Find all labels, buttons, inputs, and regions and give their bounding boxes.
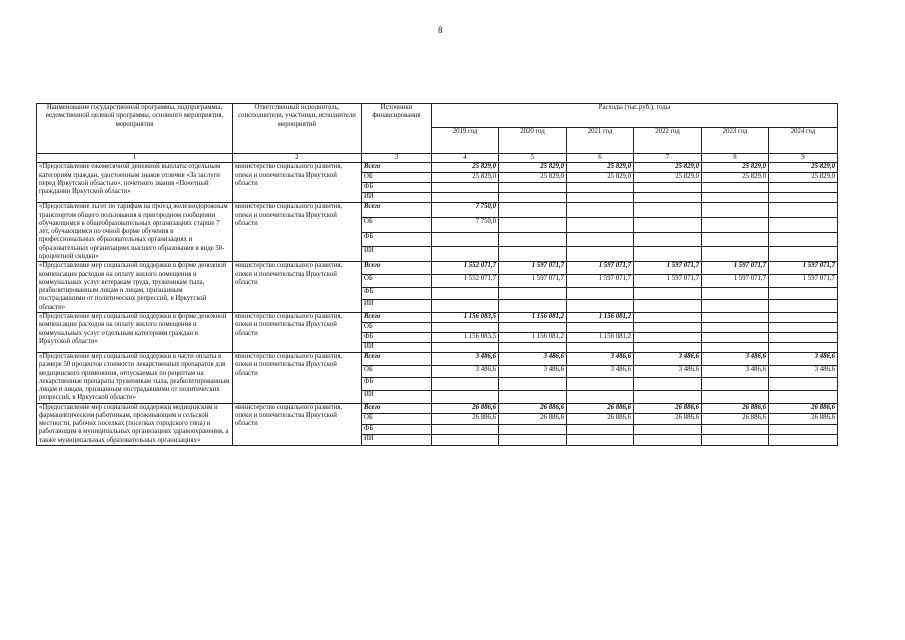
expenditure-value: [634, 332, 702, 342]
expenditure-value: [567, 322, 634, 332]
funding-source-label: Всего: [362, 163, 432, 173]
expenditure-value: [769, 287, 838, 300]
program-description: «Предоставление льгот по тарифам на проезд железнодорожным транспортом общего пользования в пригородном сообщении обучающимся в общеобразовательных организациях старше 7 лет, обучающимся по очной форме обучения в профессиональных образовательных организациях и образовательных организациях высшего образования в виде 50-процентной скидки»: [37, 203, 233, 262]
header-year: 2019 год: [432, 128, 499, 154]
funding-source-label: ИИ: [362, 435, 432, 446]
expenditure-value: 3 486,6: [634, 365, 702, 378]
responsible-executor: министерство социального развития, опеки и попечительства Иркутской области: [233, 312, 362, 352]
expenditure-value: [702, 300, 769, 313]
expenditure-value: [769, 183, 838, 193]
expenditure-value: [567, 203, 634, 218]
expenditure-value: [567, 193, 634, 203]
header-program-name: Наименование государственной программы, подпрограммы, ведомственной целевой программы, основного мероприятия, мероприятия: [37, 104, 233, 154]
table-row: [37, 203, 838, 218]
expenditure-value: 1 156 081,2: [499, 312, 567, 322]
funding-source-label: Всего: [362, 203, 432, 218]
expenditure-value: [702, 247, 769, 262]
program-description: «Предоставление мер социальной поддержки медицинским и фармацевтическим работникам, проживающим в сельской местности, рабочих поселках (поселках городского типа) и работающим в муниципальных организациях здравоохранения, а также муниципальных образовательных организациях»: [37, 403, 233, 445]
funding-source-label: ФБ: [362, 424, 432, 435]
expenditure-value: [567, 390, 634, 403]
expenditure-value: 1 597 071,7: [499, 274, 567, 287]
expenditure-value: [499, 322, 567, 332]
expenditure-value: [499, 183, 567, 193]
expenditure-value: [702, 332, 769, 342]
funding-source-label: ОБ: [362, 218, 432, 233]
expenditure-value: [567, 300, 634, 313]
funding-source-label: ОБ: [362, 173, 432, 183]
expenditure-value: [634, 322, 702, 332]
expenditure-value: 1 156 081,2: [567, 312, 634, 322]
funding-source-label: Всего: [362, 312, 432, 322]
funding-source-label: ФБ: [362, 183, 432, 193]
expenditure-value: 1 156 081,2: [567, 332, 634, 342]
expenditure-value: [499, 390, 567, 403]
expenditure-value: [567, 342, 634, 352]
expenditure-value: [499, 247, 567, 262]
header-responsible: Ответственный исполнитель, соисполнители, участники, исполнители мероприятий: [233, 104, 362, 154]
expenditure-value: [432, 342, 499, 352]
funding-source-label: ОБ: [362, 414, 432, 425]
expenditure-value: [769, 300, 838, 313]
funding-source-label: ФБ: [362, 232, 432, 247]
program-description: «Предоставление мер социальной поддержки в форме денежной компенсации расходов на оплату жилого помещения и коммунальных услуг ветеранам труда, труженикам тыла, реабилитированным лицам и лицам, признанным пострадавшими от политических репрессий, в Иркутской области»: [37, 262, 233, 313]
expenditure-value: [769, 322, 838, 332]
expenditure-value: [634, 218, 702, 233]
expenditure-value: [702, 232, 769, 247]
expenditure-value: [769, 247, 838, 262]
funding-source-label: ИИ: [362, 300, 432, 313]
expenditure-value: 3 486,6: [702, 352, 769, 365]
expenditure-value: [567, 287, 634, 300]
expenditure-value: 1 156 083,5: [432, 312, 499, 322]
responsible-executor: министерство социального развития, опеки и попечительства Иркутской области: [233, 163, 362, 203]
expenditure-value: 26 886,6: [702, 403, 769, 414]
column-number: 4: [432, 154, 499, 163]
header-year: 2022 год: [634, 128, 702, 154]
expenditure-value: 26 886,6: [432, 403, 499, 414]
column-number: 8: [702, 154, 769, 163]
funding-source-label: ФБ: [362, 332, 432, 342]
expenditure-value: [432, 378, 499, 391]
expenditure-value: 25 829,0: [567, 163, 634, 173]
expenditure-value: [634, 193, 702, 203]
expenditure-value: 25 829,0: [432, 173, 499, 183]
expenditure-value: [702, 435, 769, 446]
responsible-executor: министерство социального развития, опеки и попечительства Иркутской области: [233, 352, 362, 403]
expenditure-table: [36, 103, 838, 446]
expenditure-value: [702, 287, 769, 300]
column-number: 6: [567, 154, 634, 163]
column-number: 1: [37, 154, 233, 163]
expenditure-value: [499, 424, 567, 435]
column-number: 2: [233, 154, 362, 163]
expenditure-value: [499, 287, 567, 300]
expenditure-value: [702, 203, 769, 218]
expenditure-value: [634, 435, 702, 446]
expenditure-value: 25 829,0: [702, 163, 769, 173]
expenditure-value: 1 597 071,7: [634, 262, 702, 275]
header-year: 2021 год: [567, 128, 634, 154]
expenditure-value: [769, 342, 838, 352]
expenditure-value: 25 829,0: [499, 163, 567, 173]
expenditure-value: 3 486,6: [432, 352, 499, 365]
expenditure-value: [634, 378, 702, 391]
funding-source-label: ОБ: [362, 322, 432, 332]
expenditure-value: 25 829,0: [567, 173, 634, 183]
expenditure-value: 26 886,6: [432, 414, 499, 425]
expenditure-value: 25 829,0: [634, 163, 702, 173]
column-number: 7: [634, 154, 702, 163]
header-year: 2020 год: [499, 128, 567, 154]
expenditure-value: 1 552 071,7: [432, 274, 499, 287]
expenditure-value: [432, 390, 499, 403]
expenditure-value: [634, 203, 702, 218]
table-row: [37, 352, 838, 365]
expenditure-value: [567, 232, 634, 247]
expenditure-value: [432, 287, 499, 300]
expenditure-value: [769, 218, 838, 233]
expenditure-value: [432, 300, 499, 313]
expenditure-value: [634, 390, 702, 403]
expenditure-value: 1 156 081,2: [499, 332, 567, 342]
funding-source-label: ИИ: [362, 390, 432, 403]
expenditure-value: [499, 232, 567, 247]
program-description: «Предоставление мер социальной поддержки в форме денежной компенсации расходов на оплату жилого помещения и коммунальных услуг отдельным категориям граждан в Иркутской области»: [37, 312, 233, 352]
expenditure-value: [432, 232, 499, 247]
expenditure-value: 3 486,6: [769, 365, 838, 378]
expenditure-value: [499, 435, 567, 446]
expenditure-value: [702, 390, 769, 403]
header-year: 2024 год: [769, 128, 838, 154]
table-row: [37, 312, 838, 322]
expenditure-value: [567, 378, 634, 391]
expenditure-value: 3 486,6: [567, 352, 634, 365]
page-number: 8: [438, 25, 443, 35]
expenditure-value: 1 597 071,7: [567, 262, 634, 275]
expenditure-value: [769, 193, 838, 203]
expenditure-value: 26 886,6: [769, 414, 838, 425]
expenditure-value: 26 886,6: [634, 414, 702, 425]
funding-source-label: ОБ: [362, 274, 432, 287]
expenditure-value: 3 486,6: [769, 352, 838, 365]
expenditure-value: [769, 203, 838, 218]
expenditure-value: [769, 332, 838, 342]
funding-source-label: ИИ: [362, 193, 432, 203]
expenditure-value: 1 597 071,7: [702, 262, 769, 275]
column-number: 3: [362, 154, 432, 163]
column-number: 9: [769, 154, 838, 163]
funding-source-label: Всего: [362, 403, 432, 414]
expenditure-value: 1 597 071,7: [567, 274, 634, 287]
program-description: «Предоставление ежемесячной денежной выплаты отдельным категориям граждан, удостоенным знаков отличия «За заслуги перед Иркутской областью», почетного звания «Почетный гражданин Иркутской области»: [37, 163, 233, 203]
expenditure-value: [769, 378, 838, 391]
expenditure-value: [567, 424, 634, 435]
expenditure-value: [702, 322, 769, 332]
expenditure-value: 3 486,6: [432, 365, 499, 378]
expenditure-value: 3 486,6: [499, 352, 567, 365]
expenditure-value: [432, 435, 499, 446]
expenditure-value: [432, 193, 499, 203]
expenditure-value: 1 597 071,7: [702, 274, 769, 287]
expenditure-value: 1 156 083,5: [432, 332, 499, 342]
funding-source-label: ИИ: [362, 342, 432, 352]
expenditure-value: 26 886,6: [634, 403, 702, 414]
column-number: 5: [499, 154, 567, 163]
funding-source-label: Всего: [362, 352, 432, 365]
expenditure-value: [769, 232, 838, 247]
table-row: [37, 163, 838, 173]
expenditure-value: [634, 287, 702, 300]
expenditure-value: [702, 183, 769, 193]
program-description: «Предоставление мер социальной поддержки в части оплаты в размере 50 процентов стоимости лекарственных препаратов для медицинского применения, отпускаемых по рецептам на лекарственные препараты труженикам тыла, реабилитированным лицам и лицам, признанным пострадавшими от политических репрессий, в Иркутской области»: [37, 352, 233, 403]
funding-source-label: ФБ: [362, 378, 432, 391]
expenditure-value: [634, 247, 702, 262]
expenditure-value: [702, 378, 769, 391]
expenditure-value: [499, 342, 567, 352]
expenditure-value: [499, 218, 567, 233]
column-numbers-row: [37, 154, 838, 163]
expenditure-value: 26 886,6: [499, 403, 567, 414]
expenditure-value: [769, 424, 838, 435]
expenditure-value: 1 552 071,7: [432, 262, 499, 275]
funding-source-label: ОБ: [362, 365, 432, 378]
expenditure-value: 25 829,0: [769, 173, 838, 183]
table-row: [37, 403, 838, 414]
funding-source-label: ИИ: [362, 247, 432, 262]
expenditure-value: 3 486,6: [567, 365, 634, 378]
expenditure-value: [432, 424, 499, 435]
header-expenditures: Расходы (тыс.руб.), годы: [432, 104, 838, 128]
expenditure-value: 25 829,0: [634, 173, 702, 183]
expenditure-value: [769, 312, 838, 322]
header-funding-source: Источники финансирования: [362, 104, 432, 154]
expenditure-value: [567, 183, 634, 193]
expenditure-value: 3 486,6: [634, 352, 702, 365]
expenditure-value: 1 597 071,7: [769, 262, 838, 275]
expenditure-value: 1 597 071,7: [769, 274, 838, 287]
responsible-executor: министерство социального развития, опеки и попечительства Иркутской области: [233, 203, 362, 262]
expenditure-value: [702, 312, 769, 322]
expenditure-value: [769, 390, 838, 403]
expenditure-value: [634, 312, 702, 322]
expenditure-value: [634, 232, 702, 247]
table-row: [37, 262, 838, 275]
expenditure-value: [567, 247, 634, 262]
expenditure-value: [702, 193, 769, 203]
expenditure-value: 7 750,0: [432, 203, 499, 218]
expenditure-value: 7 750,0: [432, 218, 499, 233]
responsible-executor: министерство социального развития, опеки и попечительства Иркутской области: [233, 262, 362, 313]
expenditure-value: 25 829,0: [702, 173, 769, 183]
expenditure-value: 3 486,6: [702, 365, 769, 378]
expenditure-value: [432, 183, 499, 193]
expenditure-value: 26 886,6: [499, 414, 567, 425]
expenditure-value: [567, 435, 634, 446]
expenditure-value: [702, 342, 769, 352]
expenditure-value: [432, 247, 499, 262]
expenditure-value: [499, 203, 567, 218]
expenditure-value: [702, 424, 769, 435]
expenditure-value: 1 597 071,7: [634, 274, 702, 287]
expenditure-value: 26 886,6: [702, 414, 769, 425]
expenditure-value: [499, 378, 567, 391]
expenditure-value: [432, 322, 499, 332]
expenditure-value: [634, 424, 702, 435]
expenditure-value: 3 486,6: [499, 365, 567, 378]
expenditure-value: [769, 435, 838, 446]
expenditure-value: [702, 218, 769, 233]
expenditure-value: 26 886,6: [567, 414, 634, 425]
expenditure-value: [567, 218, 634, 233]
expenditure-value: [634, 300, 702, 313]
expenditure-value: [634, 342, 702, 352]
funding-source-label: Всего: [362, 262, 432, 275]
expenditure-value: [634, 183, 702, 193]
responsible-executor: министерство социального развития, опеки и попечительства Иркутской области: [233, 403, 362, 445]
expenditure-value: [499, 193, 567, 203]
expenditure-value: 25 829,0: [432, 163, 499, 173]
expenditure-value: 25 829,0: [769, 163, 838, 173]
funding-source-label: ФБ: [362, 287, 432, 300]
expenditure-value: 1 597 071,7: [499, 262, 567, 275]
header-year: 2023 год: [702, 128, 769, 154]
expenditure-value: 25 829,0: [499, 173, 567, 183]
expenditure-value: 26 886,6: [567, 403, 634, 414]
expenditure-value: [499, 300, 567, 313]
expenditure-value: 26 886,6: [769, 403, 838, 414]
